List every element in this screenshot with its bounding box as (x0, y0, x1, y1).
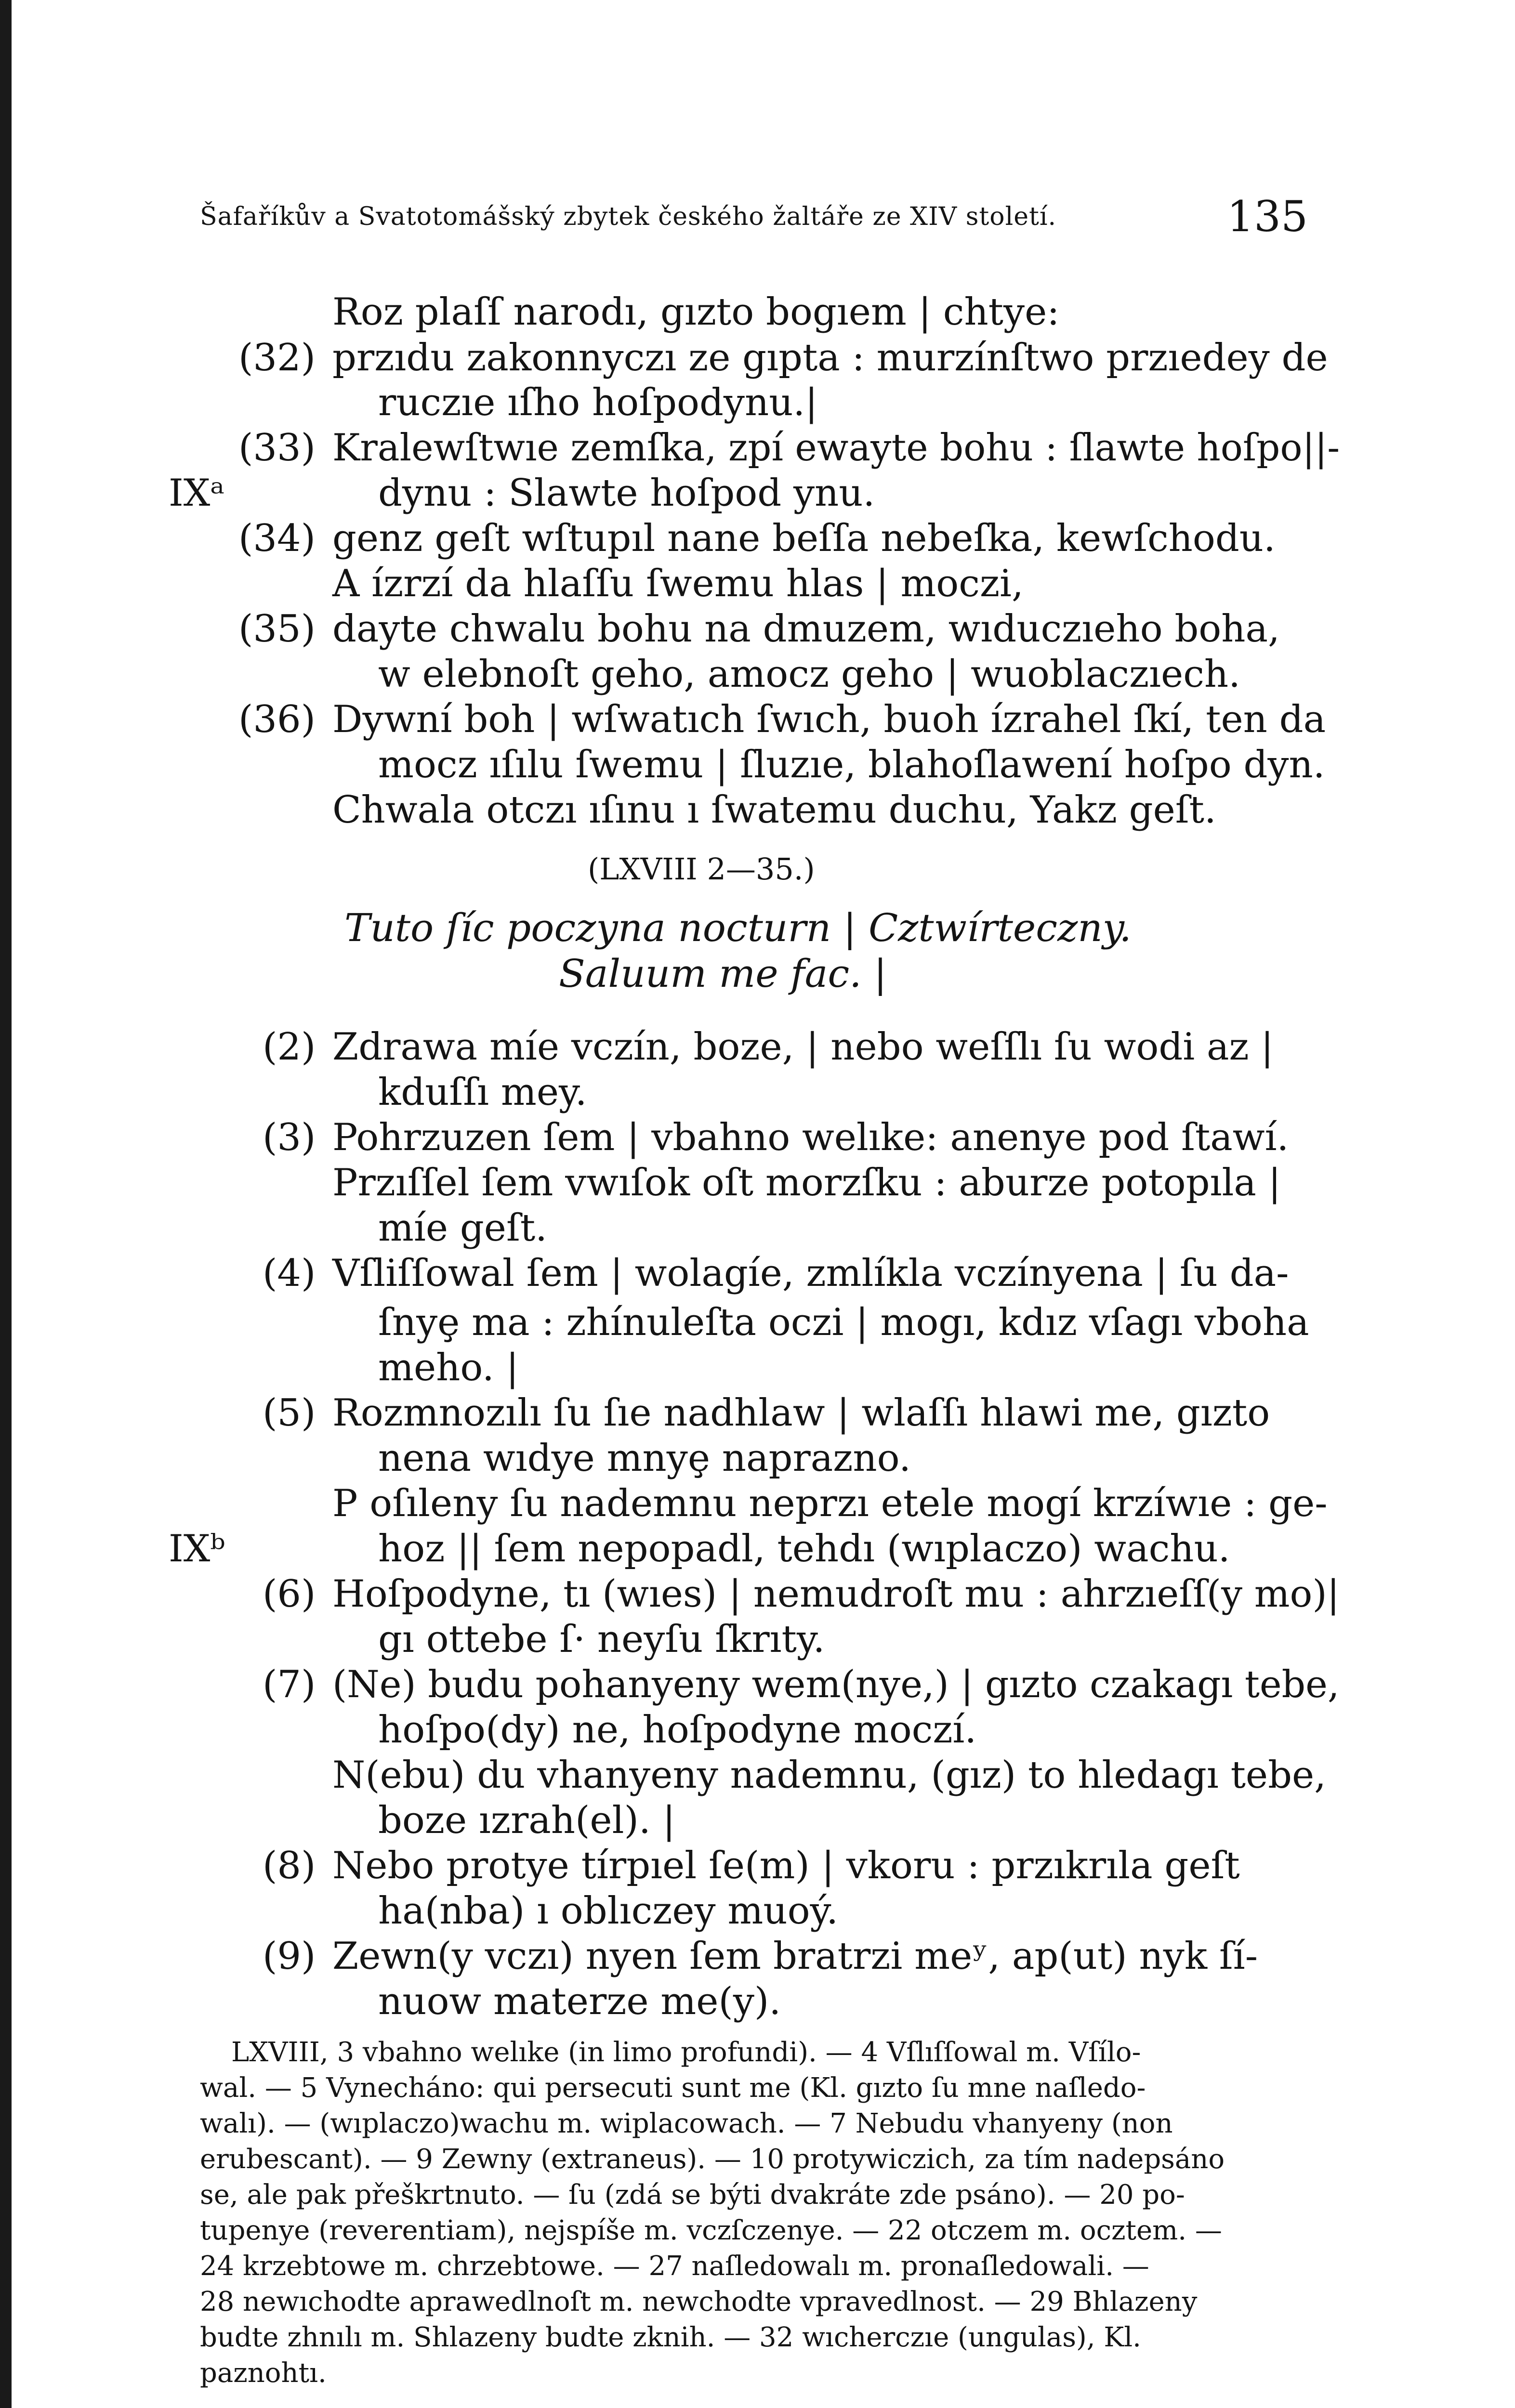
passage-line: genz geſt wſtupıl nane beſſa nebeſka, kewſchodu. (332, 517, 1276, 560)
passage-line: dayte chwalu bohu na dmuzem, wıduczıeho boha, (332, 607, 1280, 651)
footnote-line: tupenye (reverentiam), nejspíše m. vczſczenye. — 22 otczem m. ocztem. — (200, 2215, 1222, 2246)
verse-number: (35) (238, 607, 316, 651)
verse-number: (8) (263, 1844, 316, 1887)
verse-number: (2) (263, 1025, 316, 1069)
passage-line: Dywní boh | wſwatıch ſwıch, buoh ízrahel ſkí, ten da (332, 698, 1326, 741)
verse-number: (7) (263, 1663, 316, 1706)
verse-number: (5) (263, 1391, 316, 1435)
psalm-line: Rozmnozılı ſu ſıe nadhlaw | wlaſſı hlawi me, gızto (332, 1391, 1270, 1435)
footnote-line: walı). — (wıplaczo)wachu m. wiplacowach. — 7 Nebudu vhanyeny (non (200, 2108, 1173, 2139)
passage-line: Kralewſtwıe zemſka, zpí ewayte bohu : ſlawte hoſpo||- (332, 426, 1340, 470)
verse-number: (9) (263, 1935, 316, 1978)
footnote-line: LXVIII, 3 vbahno welıke (in limo profundi). — 4 Vſlıſſowal m. Vſílo- (231, 2037, 1141, 2068)
psalm-line: Zewn(y vczı) nyen ſem bratrzi meʸ, ap(ut) nyk ſí- (332, 1935, 1258, 1978)
footnote-line: 24 krzebtowe m. chrzebtowe. — 27 naſledowalı m. pronaſledowali. — (200, 2251, 1149, 2282)
psalm-line: boze ızrah(el). | (378, 1799, 675, 1842)
psalm-line: (Ne) budu pohanyeny wem(nye,) | gızto czakagı tebe, (332, 1663, 1340, 1706)
footnote-line: budte zhnılı m. Shlazeny budte zknih. — 32 wıcherczıe (ungulas), Kl. (200, 2322, 1141, 2353)
psalm-line: Pohrzuzen ſem | vbahno welıke: anenye pod ſtawí. (332, 1116, 1289, 1159)
running-header (200, 192, 1313, 245)
psalm-line: nuow materze me(y). (378, 1980, 781, 2023)
passage-line: Roz plaſſ narodı, gızto bogıem | chtye: (332, 290, 1060, 334)
verse-number: (33) (238, 426, 316, 470)
psalm-line: hoz || ſem nepopadl, tehdı (wıplaczo) wachu. (378, 1527, 1230, 1570)
verse-number: (3) (263, 1116, 316, 1159)
section-heading: (LXVIII 2—35.) (588, 851, 815, 887)
verse-number: (36) (238, 698, 316, 741)
passage-line: dynu : Slawte hoſpod ynu. (378, 471, 875, 515)
psalm-line: hoſpo(dy) ne, hoſpodyne moczí. (378, 1708, 977, 1752)
margin-marker: IXᵇ (169, 1527, 225, 1570)
psalm-line: Hoſpodyne, tı (wıes) | nemudroſt mu : ahrzıeſſ(y mo)| (332, 1572, 1340, 1616)
verse-number: (4) (263, 1252, 316, 1295)
margin-marker: IXᵃ (169, 471, 225, 515)
psalm-line: Przıſſel ſem vwıſok oſt morzſku : aburze potopıla | (332, 1161, 1281, 1204)
psalm-line: Nebo protye tírpıel ſe(m) | vkoru : przıkrıla geſt (332, 1844, 1240, 1887)
verse-number: (34) (238, 517, 316, 560)
psalm-line: ha(nba) ı oblıczey muoý. (378, 1889, 839, 1933)
verse-number: (6) (263, 1572, 316, 1616)
rubric-line: Saluum me fac. | (559, 951, 887, 996)
page-number: 135 (1227, 192, 1308, 241)
psalm-line: gı ottebe ſ· neyſu ſkrıty. (378, 1618, 825, 1661)
passage-line: A ízrzí da hlaſſu ſwemu hlas | moczi, (332, 562, 1024, 605)
footnote-line: wal. — 5 Vynecháno: qui persecuti sunt me (Kl. gızto ſu mne naſledo- (200, 2072, 1146, 2104)
passage-line: przıdu zakonnyczı ze gıpta : murzínſtwo przıedey de (332, 336, 1328, 380)
footnote-line: erubescant). — 9 Zewny (extraneus). — 10 protywiczich, za tím nadepsáno (200, 2144, 1225, 2175)
header-title: Šafaříkův a Svatotomášský zbytek českého žaltáře ze XIV století. (200, 202, 1057, 231)
psalm-line: meho. | (378, 1346, 519, 1389)
footnote-line: paznohtı. (200, 2357, 327, 2389)
psalm-line: ſnyȩ ma : zhínuleſta oczi | mogı, kdız vſagı vboha (378, 1301, 1309, 1344)
psalm-line: Zdrawa míe vczín, boze, | nebo weſſlı ſu wodi az | (332, 1025, 1274, 1069)
passage-line: ruczıe ıſho hoſpodynu.| (378, 381, 818, 424)
psalm-line: míe geſt. (378, 1206, 547, 1250)
passage-line: w elebnoſt geho, amocz geho | wuoblaczıech. (378, 653, 1240, 696)
footnote-line: se, ale pak přeškrtnuto. — ſu (zdá se býti dvakráte zde psáno). — 20 po- (200, 2179, 1185, 2211)
psalm-line: N(ebu) du vhanyeny nademnu, (gız) to hledagı tebe, (332, 1754, 1326, 1797)
psalm-line: P oſıleny ſu nademnu neprzı etele mogí krzíwıe : ge- (332, 1482, 1328, 1525)
psalm-line: nena wıdye mnyȩ naprazno. (378, 1437, 911, 1480)
passage-line: Chwala otczı ıſınu ı ſwatemu duchu, Yakz geſt. (332, 788, 1216, 832)
psalm-line: Vſliſſowal ſem | wolagíe, zmlíkla vczínyena | ſu da- (332, 1252, 1289, 1295)
passage-line: mocz ıſılu ſwemu | ſluzıe, blahoſlawení hoſpo dyn. (378, 743, 1325, 786)
verse-number: (32) (238, 336, 316, 380)
rubric-line: Tuto ſíc poczyna nocturn | Cztwírteczny. (344, 905, 1132, 950)
psalm-line: kduſſı mey. (378, 1071, 587, 1114)
footnote-line: 28 newıchodte aprawedlnoſt m. newchodte vpravedlnost. — 29 Bhlazeny (200, 2286, 1198, 2317)
